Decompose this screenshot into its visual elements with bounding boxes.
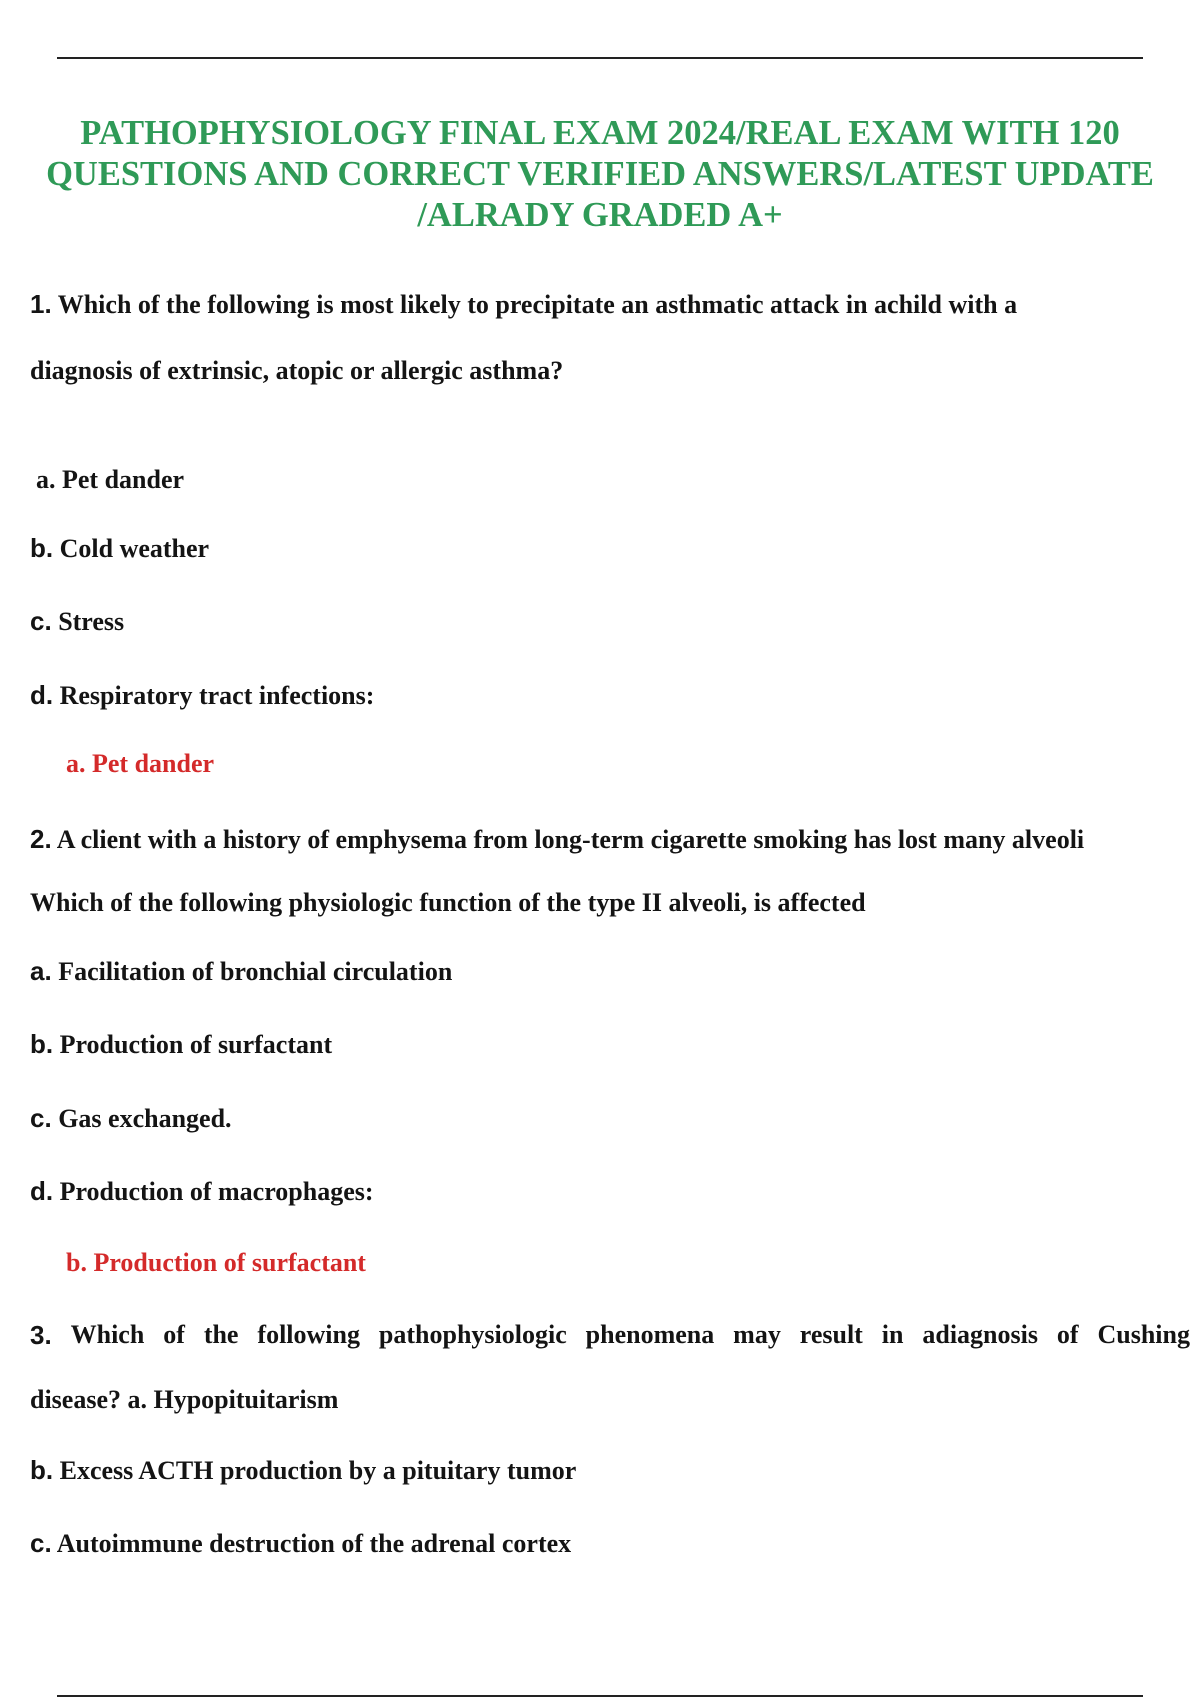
q2-option-c: [30, 1103, 232, 1134]
q3-word: Cushing: [1097, 1320, 1190, 1349]
q1-option-d-text: Respiratory tract infections:: [59, 681, 375, 710]
q3-word: of: [163, 1320, 185, 1349]
q1-stem-text-1: Which of the following is most likely to precipitate an asthmatic attack in achild with a: [57, 290, 1018, 319]
q1-option-b: [30, 533, 209, 564]
q3-word: of: [1056, 1320, 1079, 1349]
q1-option-d: [30, 680, 374, 711]
q1-option-d-letter: d.: [30, 680, 54, 710]
q2-option-c-text: Gas exchanged.: [58, 1104, 232, 1133]
q1-option-c: [30, 606, 124, 637]
q2-stem-line-2: Which of the following physiologic function of the type II alveoli, is affected: [30, 888, 866, 917]
q3-word: phenomena: [585, 1320, 715, 1349]
title-line-2: QUESTIONS AND CORRECT VERIFIED ANSWERS/LATEST UPDATE: [46, 155, 1154, 193]
q2-option-b-text: Production of surfactant: [59, 1030, 333, 1059]
q2-option-a-text: Facilitation of bronchial circulation: [58, 957, 453, 986]
q3-word: Which: [70, 1320, 145, 1349]
q3-word: adiagnosis: [922, 1320, 1038, 1349]
q2-option-b: [30, 1029, 332, 1060]
q3-option-b-text: Excess ACTH production by a pituitary tumor: [59, 1456, 577, 1485]
q3-stem-line-1: [30, 1320, 1190, 1350]
q3-option-b: [30, 1455, 576, 1486]
q2-answer: b. Production of surfactant: [66, 1248, 366, 1277]
top-rule: [57, 57, 1143, 59]
document-title: [0, 113, 1200, 236]
q3-word: pathophysiologic: [378, 1320, 567, 1349]
title-line-3: /ALRADY GRADED A+: [417, 196, 783, 234]
q3-option-b-letter: b.: [30, 1455, 54, 1485]
q3-word: following: [257, 1320, 360, 1349]
q1-number: 1.: [30, 289, 52, 319]
q2-option-a-letter: a.: [30, 956, 52, 986]
q2-stem-line-1: [30, 824, 1084, 855]
q3-option-c-letter: c.: [30, 1528, 52, 1558]
title-line-1: PATHOPHYSIOLOGY FINAL EXAM 2024/REAL EXAM WITH 120: [80, 114, 1120, 152]
q3-word: the: [203, 1320, 239, 1349]
q1-option-c-letter: c.: [30, 606, 52, 636]
q1-option-a: [36, 465, 184, 495]
q2-option-c-letter: c.: [30, 1103, 52, 1133]
q3-number: 3.: [30, 1320, 52, 1350]
q1-option-c-text: Stress: [58, 607, 125, 636]
q1-option-a-text: Pet dander: [62, 465, 185, 494]
q2-option-a: [30, 956, 452, 987]
q3-stem-line-2: disease? a. Hypopituitarism: [30, 1385, 339, 1414]
q2-option-d-letter: d.: [30, 1176, 54, 1206]
q1-option-b-letter: b.: [30, 533, 54, 563]
q3-option-c: [30, 1528, 571, 1559]
q2-option-b-letter: b.: [30, 1029, 54, 1059]
q1-stem-line-2: diagnosis of extrinsic, atopic or allergic asthma?: [30, 356, 564, 385]
q2-number: 2.: [30, 824, 52, 854]
q2-option-d-text: Production of macrophages:: [59, 1177, 374, 1206]
bottom-rule: [57, 1695, 1143, 1697]
q3-word: may: [733, 1320, 781, 1349]
q1-stem-line-1: [30, 289, 1017, 320]
q2-option-d: [30, 1176, 374, 1207]
q3-word: result: [799, 1320, 863, 1349]
q1-option-a-letter: a.: [36, 465, 56, 494]
q3-word: in: [881, 1320, 904, 1349]
q3-option-c-text: Autoimmune destruction of the adrenal cortex: [56, 1529, 572, 1558]
q1-option-b-text: Cold weather: [59, 534, 210, 563]
q1-answer: a. Pet dander: [66, 749, 215, 778]
q2-stem-text-1: A client with a history of emphysema from long-term cigarette smoking has lost many alveoli: [56, 825, 1085, 854]
